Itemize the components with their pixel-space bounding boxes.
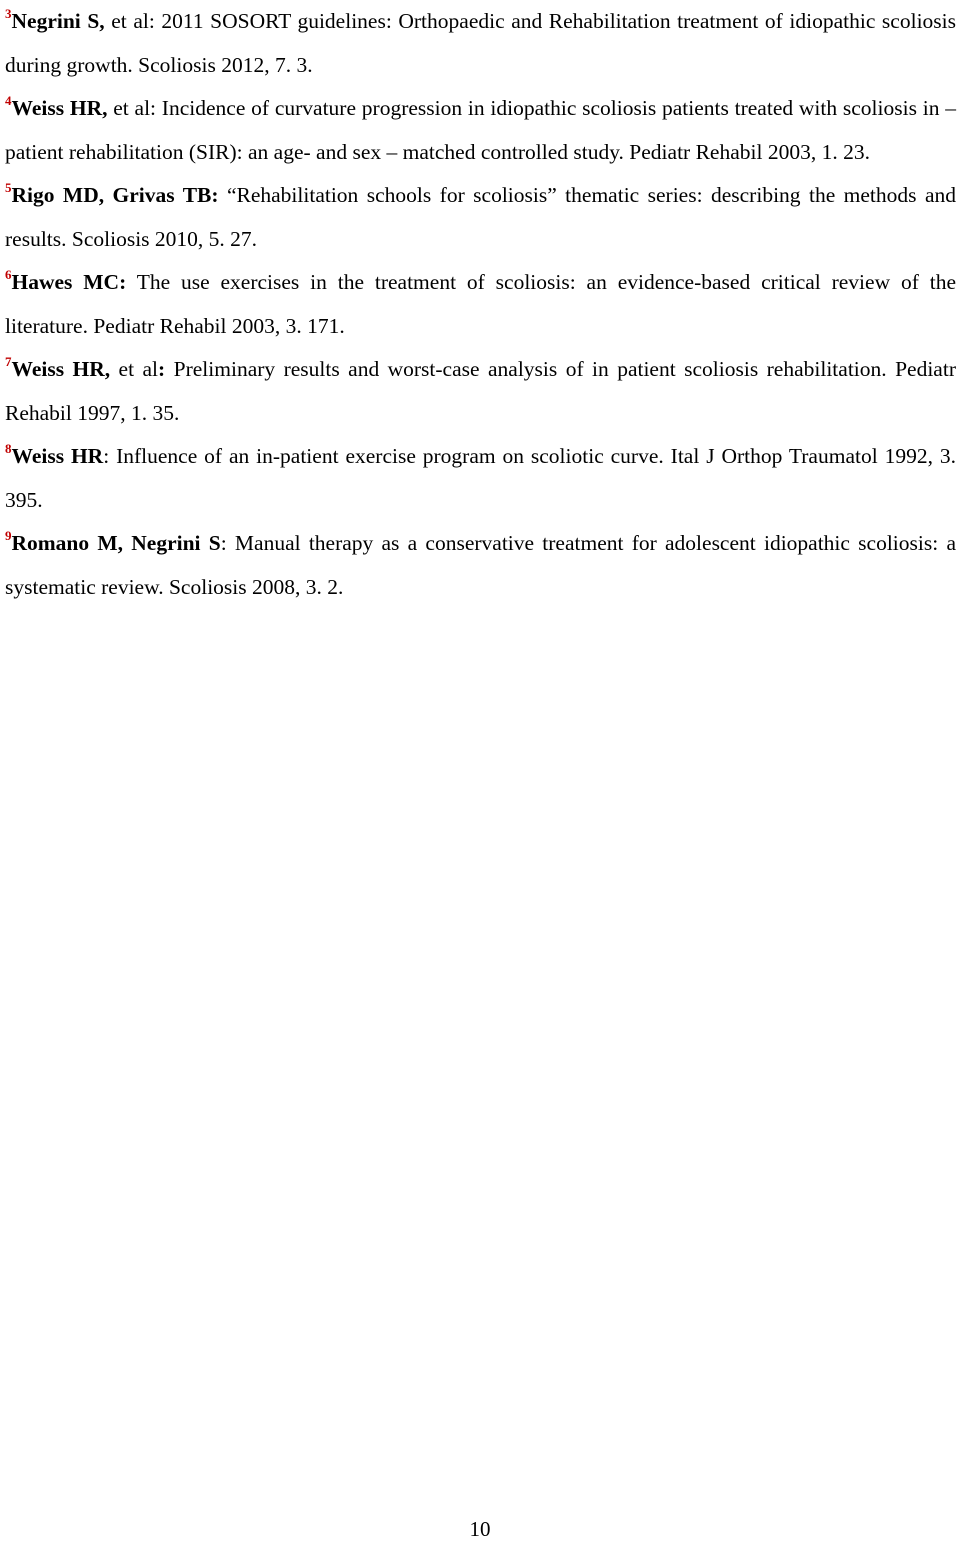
reference-text: : Influence of an in-patient exercise program on scoliotic curve. Ital J Orthop Traumatol 1992, 3. 395. (5, 444, 956, 512)
reference-text: Preliminary results and worst-case analysis of in patient scoliosis rehabilitation. Pediatr Rehabil 1997, 1. 35. (5, 357, 956, 425)
reference-number: 7 (5, 353, 12, 369)
reference-item (5, 0, 956, 87)
page-number: 10 (469, 1517, 491, 1541)
reference-item (5, 87, 956, 174)
reference-author: Weiss HR (11, 444, 104, 468)
reference-author: Hawes MC: (11, 270, 127, 294)
reference-item (5, 522, 956, 609)
reference-author-colon: : (158, 357, 166, 381)
reference-author: Romano M, Negrini S (11, 531, 221, 555)
reference-author: Negrini S, (11, 9, 105, 33)
reference-text: “Rehabilitation schools for scoliosis” thematic series: describing the methods and results. Scoliosis 2010, 5. 27. (5, 183, 956, 251)
reference-author: Rigo MD, Grivas TB: (11, 183, 219, 207)
reference-text: et al: 2011 SOSORT guidelines: Orthopaedic and Rehabilitation treatment of idiopathic scoliosis during growth. Scoliosis 2012, 7. 3. (5, 9, 956, 77)
reference-list (5, 0, 956, 609)
reference-text: : Manual therapy as a conservative treatment for adolescent idiopathic scoliosis: a systematic review. Scoliosis 2008, 3. 2. (5, 531, 956, 599)
reference-author-suffix: et al (110, 357, 159, 381)
reference-item (5, 174, 956, 261)
reference-number: 6 (5, 266, 12, 282)
reference-number: 9 (5, 527, 12, 543)
reference-author: Weiss HR, (11, 357, 111, 381)
reference-number: 5 (5, 179, 12, 195)
reference-text: et al: Incidence of curvature progression in idiopathic scoliosis patients treated with scoliosis in – patient rehabilitation (SIR): an age- and sex – matched controlled study. Pediatr Rehabil 2003, 1. 23. (5, 96, 956, 164)
reference-item (5, 261, 956, 348)
reference-item (5, 348, 956, 435)
reference-number: 8 (5, 440, 12, 456)
reference-author: Weiss HR, (11, 96, 108, 120)
reference-number: 4 (5, 92, 12, 108)
reference-item (5, 435, 956, 522)
reference-text: The use exercises in the treatment of scoliosis: an evidence-based critical review of the literature. Pediatr Rehabil 2003, 3. 171. (5, 270, 956, 338)
reference-number: 3 (5, 5, 12, 21)
